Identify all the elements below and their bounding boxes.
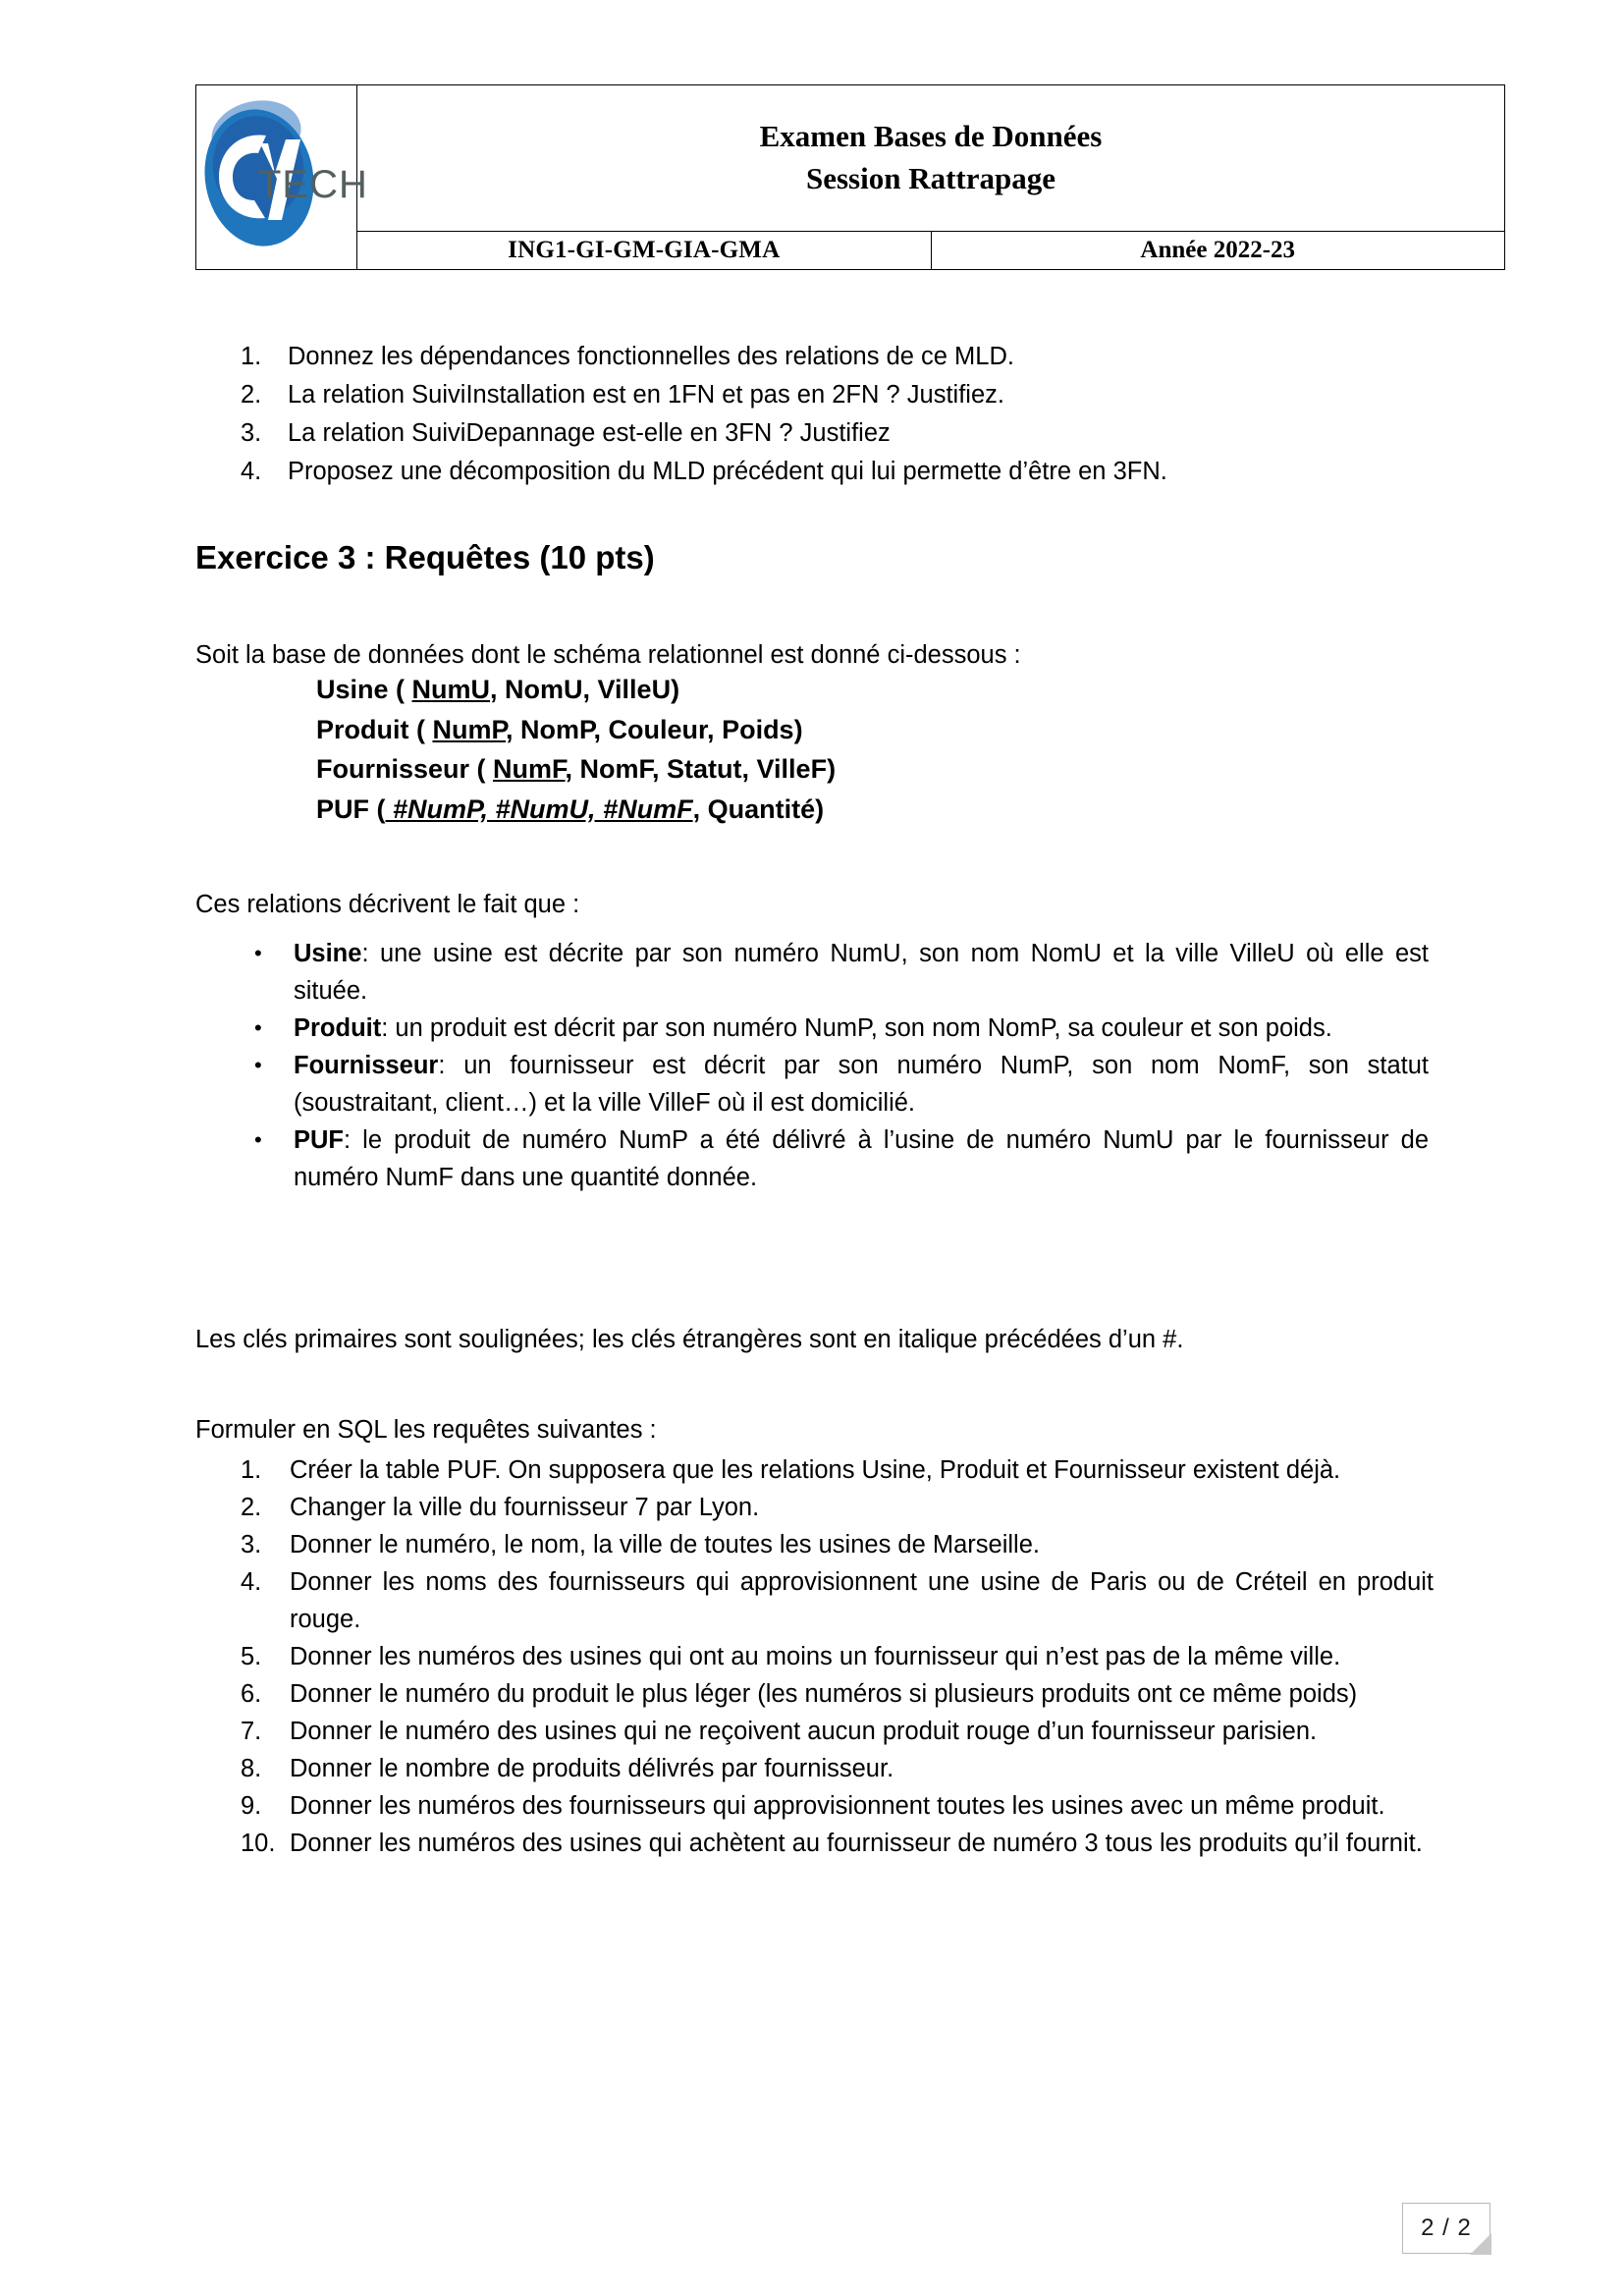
schema-produit-pk: NumP — [432, 714, 507, 744]
top-question-list — [241, 338, 1370, 491]
bullet-label: Usine — [294, 940, 362, 967]
list-item — [241, 1638, 1434, 1675]
schema-produit-rest: , NomP, Couleur, Poids) — [506, 714, 803, 744]
exercise-heading: Exercice 3 : Requêtes (10 pts) — [195, 539, 655, 575]
schema-fournisseur-pk: NumF — [493, 754, 566, 784]
list-item — [241, 1489, 1434, 1526]
document-header-table — [195, 84, 1505, 270]
list-text: Donner les noms des fournisseurs qui approvisionnent une usine de Paris ou de Créteil en produit rouge. — [290, 1568, 1434, 1633]
bullet-body: : une usine est décrite par son numéro NumU, son nom NomU et la ville VilleU où elle est située. — [294, 940, 1429, 1005]
list-item — [241, 376, 1370, 413]
bullet-body: : le produit de numéro NumP a été délivré à l’usine de numéro NumU par le fournisseur de numéro NumF dans une quantité donnée. — [294, 1126, 1429, 1191]
list-item — [241, 1750, 1434, 1787]
list-text: Donner les numéros des usines qui achètent au fournisseur de numéro 3 tous les produits qu’il fournit. — [290, 1830, 1423, 1857]
bullet-icon: • — [254, 1127, 262, 1152]
schema-line-usine — [316, 670, 836, 710]
schema-usine-pk: NumU — [411, 675, 491, 704]
list-marker: 4. — [241, 458, 262, 485]
list-marker: 5. — [241, 1643, 262, 1670]
schema-line-fournisseur — [316, 749, 836, 790]
bullet-body: : un fournisseur est décrit par son numéro NumP, son nom NomF, son statut (soustraitant, client…) et la ville VilleF où il est domicilié. — [294, 1052, 1429, 1117]
list-item — [250, 1121, 1429, 1196]
sql-question-list — [241, 1451, 1434, 1862]
list-text: Proposez une décomposition du MLD précédent qui lui permette d’être en 3FN. — [288, 458, 1167, 485]
schema-usine-rest: , NomU, VilleU) — [490, 675, 680, 704]
list-text — [294, 1121, 1429, 1196]
list-text: Donner les numéros des fournisseurs qui approvisionnent toutes les usines avec un même produit. — [290, 1792, 1385, 1820]
list-marker: 10. — [241, 1830, 276, 1857]
list-marker: 1. — [241, 343, 262, 370]
list-marker: 7. — [241, 1718, 262, 1745]
list-item — [241, 1825, 1434, 1862]
list-text: La relation SuiviDepannage est-elle en 3FN ? Justifiez — [288, 419, 891, 447]
header-course-code: ING1-GI-GM-GIA-GMA — [357, 232, 932, 270]
list-marker: 2. — [241, 381, 262, 409]
list-text: Créer la table PUF. On supposera que les relations Usine, Produit et Fournisseur existent déjà. — [290, 1456, 1341, 1484]
relational-schema — [316, 670, 836, 829]
list-text: La relation SuiviInstallation est en 1FN et pas en 2FN ? Justifiez. — [288, 381, 1004, 409]
list-item — [241, 1675, 1434, 1713]
list-text: Donner le numéro des usines qui ne reçoivent aucun produit rouge d’un fournisseur parisien. — [290, 1718, 1318, 1745]
bullet-body: : un produit est décrit par son numéro NumP, son nom NomP, sa couleur et son poids. — [381, 1014, 1332, 1042]
relation-description-list — [250, 935, 1429, 1196]
list-item — [241, 453, 1370, 490]
list-text — [294, 1010, 1429, 1047]
bullet-icon: • — [254, 1053, 262, 1077]
schema-fournisseur-name: Fournisseur ( — [316, 754, 494, 784]
bullet-icon: • — [254, 1015, 262, 1040]
list-marker: 4. — [241, 1568, 262, 1596]
list-item — [241, 1451, 1434, 1489]
exam-title-line1: Examen Bases de Données — [759, 119, 1103, 154]
list-marker: 6. — [241, 1680, 262, 1708]
schema-puf-rest: , Quantité) — [692, 793, 825, 824]
list-text — [294, 935, 1429, 1010]
list-text: Donner le numéro, le nom, la ville de toutes les usines de Marseille. — [290, 1531, 1040, 1558]
header-title-cell — [357, 85, 1505, 232]
list-item — [250, 1010, 1429, 1047]
list-item — [250, 1047, 1429, 1121]
sql-lead: Formuler en SQL les requêtes suivantes : — [195, 1416, 657, 1444]
schema-puf-name: PUF ( — [316, 793, 386, 824]
list-item — [241, 1526, 1434, 1563]
list-marker: 8. — [241, 1755, 262, 1782]
keys-note: Les clés primaires sont soulignées; les clés étrangères sont en italique précédées d’un #. — [195, 1326, 1184, 1353]
list-item — [250, 935, 1429, 1010]
schema-line-produit — [316, 710, 836, 750]
list-item — [241, 338, 1370, 375]
list-text: Donner le nombre de produits délivrés par fournisseur. — [290, 1755, 894, 1782]
list-item — [241, 1787, 1434, 1825]
schema-usine-name: Usine ( — [316, 675, 412, 704]
list-text — [294, 1047, 1429, 1121]
list-text: Donner les numéros des usines qui ont au moins un fournisseur qui n’est pas de la même ville. — [290, 1643, 1341, 1670]
description-lead: Ces relations décrivent le fait que : — [195, 891, 580, 918]
header-year: Année 2022-23 — [931, 232, 1505, 270]
page-number-badge — [1402, 2203, 1490, 2254]
list-marker: 9. — [241, 1792, 262, 1820]
schema-fournisseur-rest: , NomF, Statut, VilleF) — [565, 754, 837, 784]
schema-produit-name: Produit ( — [316, 714, 433, 744]
list-text: Donnez les dépendances fonctionnelles des relations de ce MLD. — [288, 343, 1014, 370]
header-logo-cell — [196, 85, 368, 270]
schema-line-puf — [316, 790, 836, 830]
bullet-label: Produit — [294, 1014, 382, 1042]
list-marker: 3. — [241, 1531, 262, 1558]
list-text: Changer la ville du fournisseur 7 par Lyon. — [290, 1494, 760, 1521]
list-marker: 1. — [241, 1456, 262, 1484]
page-number-label: 2 / 2 — [1421, 2214, 1472, 2241]
exam-title-line2: Session Rattrapage — [805, 161, 1056, 195]
list-item — [241, 1713, 1434, 1750]
list-text: Donner le numéro du produit le plus léger (les numéros si plusieurs produits ont ce même poids) — [290, 1680, 1358, 1708]
list-item — [241, 1563, 1434, 1638]
bullet-label: PUF — [294, 1126, 344, 1154]
cytech-logo — [196, 86, 368, 269]
schema-puf-fk: #NumP, #NumU, #NumF — [385, 793, 693, 824]
list-item — [241, 414, 1370, 452]
bullet-label: Fournisseur — [294, 1052, 439, 1079]
list-marker: 3. — [241, 419, 262, 447]
logo-wordmark: TECH — [257, 162, 368, 206]
exercise-intro: Soit la base de données dont le schéma relationnel est donné ci-dessous : — [195, 641, 1021, 669]
list-marker: 2. — [241, 1494, 262, 1521]
bullet-icon: • — [254, 941, 262, 965]
